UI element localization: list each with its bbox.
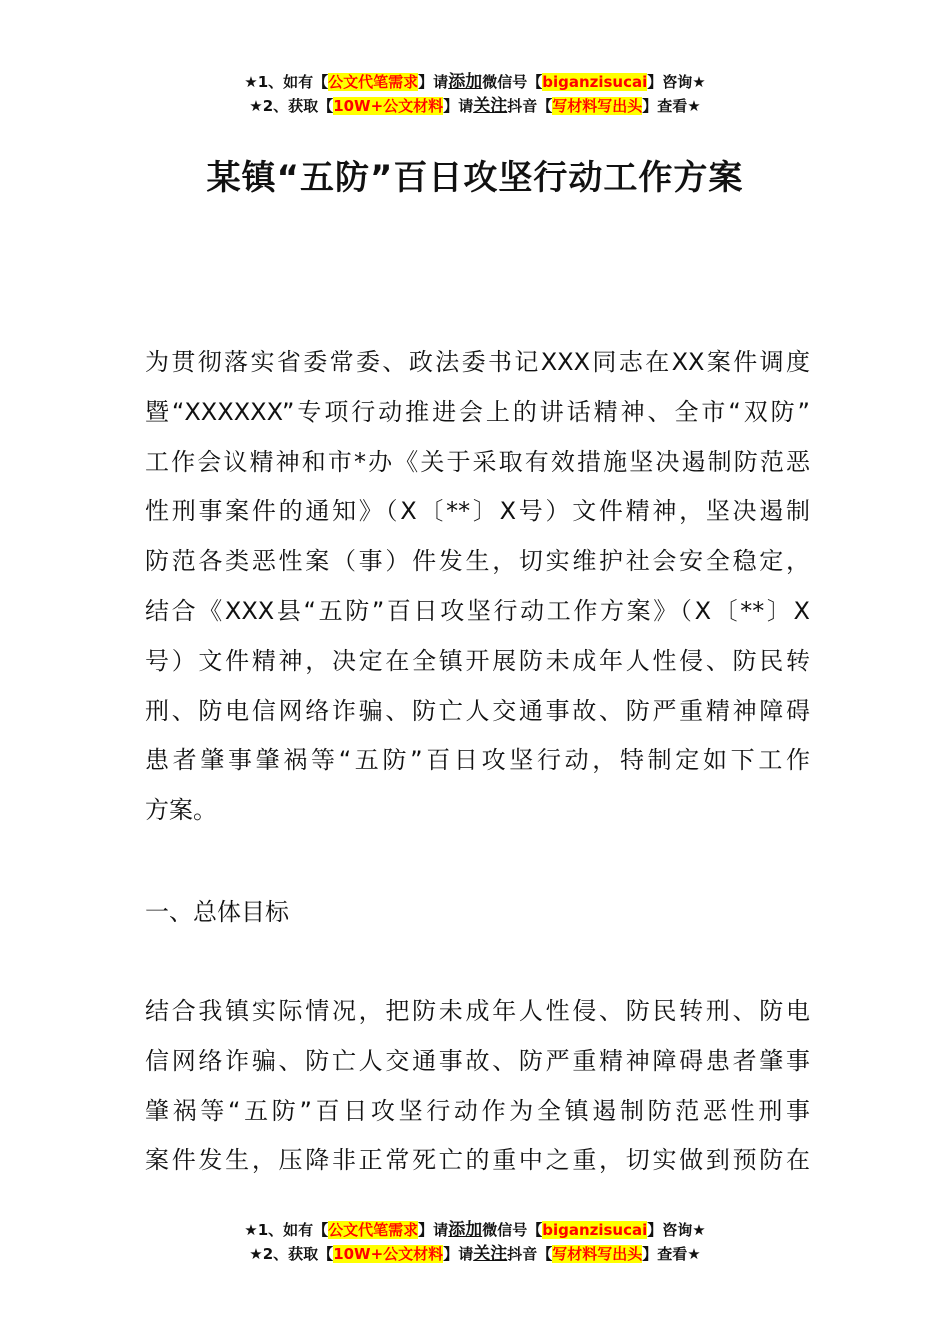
paragraph-line: 防范各类恶性案（事）件发生，切实维护社会安全稳定，	[145, 547, 810, 576]
promo-text: 】请	[418, 1221, 449, 1239]
promo-highlight: 写材料写出头	[552, 97, 643, 115]
paragraph-line: 号）文件精神，决定在全镇开展防未成年人性侵、防民转	[145, 646, 810, 675]
promo-text: 】请	[418, 73, 449, 91]
intro-paragraph	[145, 338, 810, 836]
paragraph-line: 结合我镇实际情况，把防未成年人性侵、防民转刑、防电	[145, 997, 810, 1025]
promo-highlight: 公文代笔需求	[328, 73, 419, 91]
promo-text: 抖音【	[507, 97, 553, 115]
paragraph-line: 结合《XXX县“五防”百日攻坚行动工作方案》（X〔**〕X	[145, 596, 810, 625]
document-title: 某镇“五防”百日攻坚行动工作方案	[206, 158, 744, 198]
paragraph-line: 方案。	[145, 796, 217, 825]
section-heading: 一、总体目标	[145, 898, 289, 926]
promo-highlight: 写材料写出头	[552, 1245, 643, 1263]
bottom-promo-banner	[0, 1218, 950, 1266]
promo-text: 】请	[443, 97, 474, 115]
promo-highlight: biganzisucai	[542, 1221, 648, 1239]
paragraph-line: 为贯彻落实省委常委、政法委书记XXX同志在XX案件调度	[145, 348, 810, 376]
promo-text: ★1、如有【	[244, 1221, 329, 1239]
promo-text: 】查看★	[642, 1245, 701, 1263]
promo-text: 】咨询★	[647, 73, 706, 91]
paragraph-line: 刑、防电信网络诈骗、防亡人交通事故、防严重精神障碍	[145, 696, 810, 725]
promo-highlight: 10W+公文材料	[333, 1245, 444, 1263]
promo-text: 抖音【	[507, 1245, 553, 1263]
promo-line-1	[0, 70, 950, 94]
promo-text: 】咨询★	[647, 1221, 706, 1239]
promo-emphasis: 关注	[473, 96, 508, 116]
promo-highlight: 10W+公文材料	[333, 97, 444, 115]
promo-line-1	[0, 1218, 950, 1242]
paragraph-line: 性刑事案件的通知》（X〔**〕X号）文件精神，坚决遏制	[145, 497, 810, 526]
promo-emphasis: 关注	[473, 1244, 508, 1264]
paragraph-line: 信网络诈骗、防亡人交通事故、防严重精神障碍患者肇事	[145, 1046, 810, 1075]
paragraph-line: 案件发生，压降非正常死亡的重中之重，切实做到预防在	[145, 1146, 810, 1175]
promo-highlight: biganzisucai	[542, 73, 648, 91]
promo-text: 】请	[443, 1245, 474, 1263]
promo-line-2	[0, 94, 950, 118]
top-promo-banner	[0, 70, 950, 118]
promo-highlight: 公文代笔需求	[328, 1221, 419, 1239]
promo-emphasis: 添加	[448, 72, 483, 92]
promo-emphasis: 添加	[448, 1220, 483, 1240]
promo-text: 微信号【	[482, 1221, 543, 1239]
promo-text: ★2、获取【	[249, 1245, 334, 1263]
promo-text: ★1、如有【	[244, 73, 329, 91]
promo-line-2	[0, 1242, 950, 1266]
goal-paragraph	[145, 987, 810, 1186]
paragraph-line: 暨“XXXXXX”专项行动推进会上的讲话精神、全市“双防”	[145, 397, 810, 426]
paragraph-line: 患者肇事肇祸等“五防”百日攻坚行动，特制定如下工作	[145, 746, 810, 775]
promo-text: 微信号【	[482, 73, 543, 91]
paragraph-line: 工作会议精神和市*办《关于采取有效措施坚决遏制防范恶	[145, 447, 810, 476]
promo-text: ★2、获取【	[249, 97, 334, 115]
paragraph-line: 肇祸等“五防”百日攻坚行动作为全镇遏制防范恶性刑事	[145, 1096, 810, 1125]
promo-text: 】查看★	[642, 97, 701, 115]
